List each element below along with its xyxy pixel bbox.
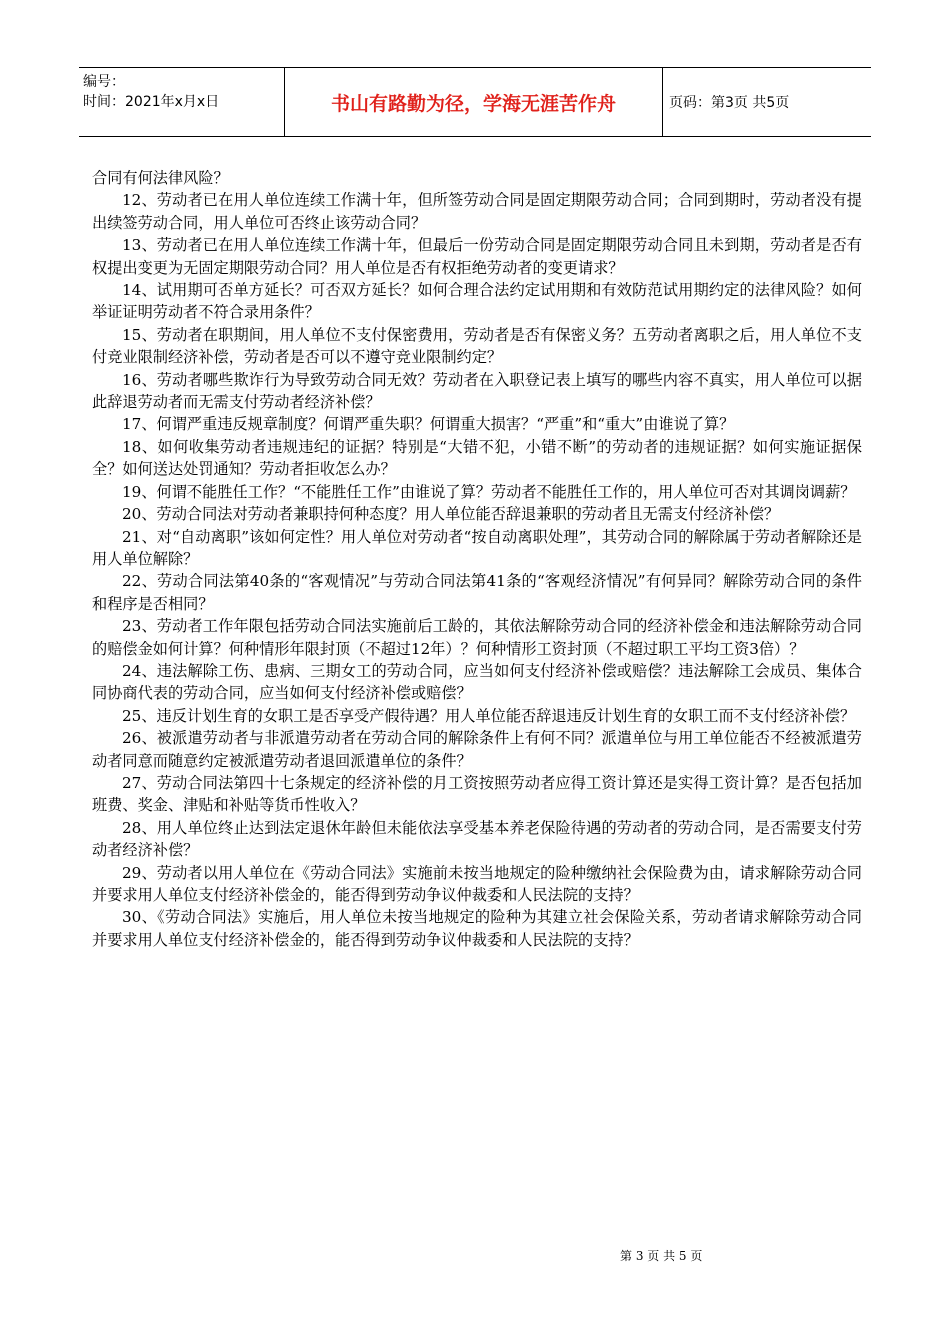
- header-motto: 书山有路勤为径，学海无涯苦作舟: [285, 68, 663, 136]
- question-paragraph: 19、何谓不能胜任工作？“不能胜任工作”由谁说了算？劳动者不能胜任工作的，用人单位可否对其调岗调薪？: [122, 482, 856, 501]
- question-paragraph: 30、《劳动合同法》实施后，用人单位未按当地规定的险种为其建立社会保险关系，劳动者请求解除劳动合同并要求用人单位支付经济补偿金的，能否得到劳动争议仲裁委和人民法院的支持？: [92, 908, 862, 949]
- question-paragraph: 18、如何收集劳动者违规违纪的证据？特别是“大错不犯，小错不断”的劳动者的违规证据？如何实施证据保全？如何送达处罚通知？劳动者拒收怎么办？: [92, 437, 862, 479]
- document-body: [92, 167, 862, 951]
- question-paragraph: 25、违反计划生育的女职工是否享受产假待遇？用人单位能否辞退违反计划生育的女职工而不支付经济补偿？: [122, 706, 856, 725]
- question-paragraph: 27、劳动合同法第四十七条规定的经济补偿的月工资按照劳动者应得工资计算还是实得工资计算？是否包括加班费、奖金、津贴和补贴等货币性收入？: [92, 773, 862, 815]
- question-paragraph: 13、劳动者已在用人单位连续工作满十年，但最后一份劳动合同是固定期限劳动合同且未到期，劳动者是否有权提出变更为无固定期限劳动合同？用人单位是否有权拒绝劳动者的变更请求？: [92, 236, 862, 277]
- question-paragraph: 16、劳动者哪些欺诈行为导致劳动合同无效？劳动者在入职登记表上填写的哪些内容不真实，用人单位可以据此辞退劳动者而无需支付劳动者经济补偿？: [92, 370, 862, 412]
- question-paragraph: 15、劳动者在职期间，用人单位不支付保密费用，劳动者是否有保密义务？五劳动者离职之后，用人单位不支付竞业限制经济补偿，劳动者是否可以不遵守竞业限制约定？: [92, 325, 862, 367]
- document-number-label: 编号：: [83, 74, 125, 90]
- question-paragraph: 26、被派遣劳动者与非派遣劳动者在劳动合同的解除条件上有何不同？派遣单位与用工单位能否不经被派遣劳动者同意而随意约定被派遣劳动者退回派遣单位的条件？: [92, 729, 862, 770]
- header-page-label: 页码：第3页 共5页: [669, 95, 790, 111]
- question-paragraph: 14、试用期可否单方延长？可否双方延长？如何合理合法约定试用期和有效防范试用期约定的法律风险？如何举证证明劳动者不符合录用条件？: [92, 281, 862, 322]
- document-date-label: 时间：2021年x月x日: [83, 94, 220, 110]
- question-paragraph: 17、何谓严重违反规章制度？何谓严重失职？何谓重大损害？“严重”和“重大”由谁说了算？: [122, 415, 735, 434]
- question-paragraph: 23、劳动者工作年限包括劳动合同法实施前后工龄的，其依法解除劳动合同的经济补偿金和违法解除劳动合同的赔偿金如何计算？何种情形年限封顶（不超过12年）？何种情形工资封顶（不超过职工平均工资3倍）？: [92, 617, 862, 658]
- question-paragraph: 28、用人单位终止达到法定退休年龄但未能依法享受基本养老保险待遇的劳动者的劳动合同，是否需要支付劳动者经济补偿？: [92, 818, 862, 860]
- lead-paragraph: 合同有何法律风险？: [92, 169, 229, 187]
- question-paragraph: 24、违法解除工伤、患病、三期女工的劳动合同，应当如何支付经济补偿或赔偿？违法解除工会成员、集体合同协商代表的劳动合同，应当如何支付经济补偿或赔偿？: [92, 661, 862, 703]
- question-paragraph: 21、对“自动离职”该如何定性？用人单位对劳动者“按自动离职处理”，其劳动合同的解除属于劳动者解除还是用人单位解除？: [92, 527, 862, 568]
- question-paragraph: 29、劳动者以用人单位在《劳动合同法》实施前未按当地规定的险种缴纳社会保险费为由，请求解除劳动合同并要求用人单位支付经济补偿金的，能否得到劳动争议仲裁委和人民法院的支持？: [92, 863, 862, 904]
- page-footer: 第 3 页 共 5 页: [620, 1249, 703, 1263]
- question-paragraph: 22、劳动合同法第40条的“客观情况”与劳动合同法第41条的“客观经济情况”有何异同？解除劳动合同的条件和程序是否相同？: [92, 572, 862, 613]
- question-paragraph: 12、劳动者已在用人单位连续工作满十年，但所签劳动合同是固定期限劳动合同；合同到期时，劳动者没有提出续签劳动合同，用人单位可否终止该劳动合同？: [92, 191, 862, 232]
- question-paragraph: 20、劳动合同法对劳动者兼职持何种态度？用人单位能否辞退兼职的劳动者且无需支付经济补偿？: [122, 505, 780, 524]
- header-left-cell: [79, 68, 285, 136]
- page-header: [79, 67, 871, 137]
